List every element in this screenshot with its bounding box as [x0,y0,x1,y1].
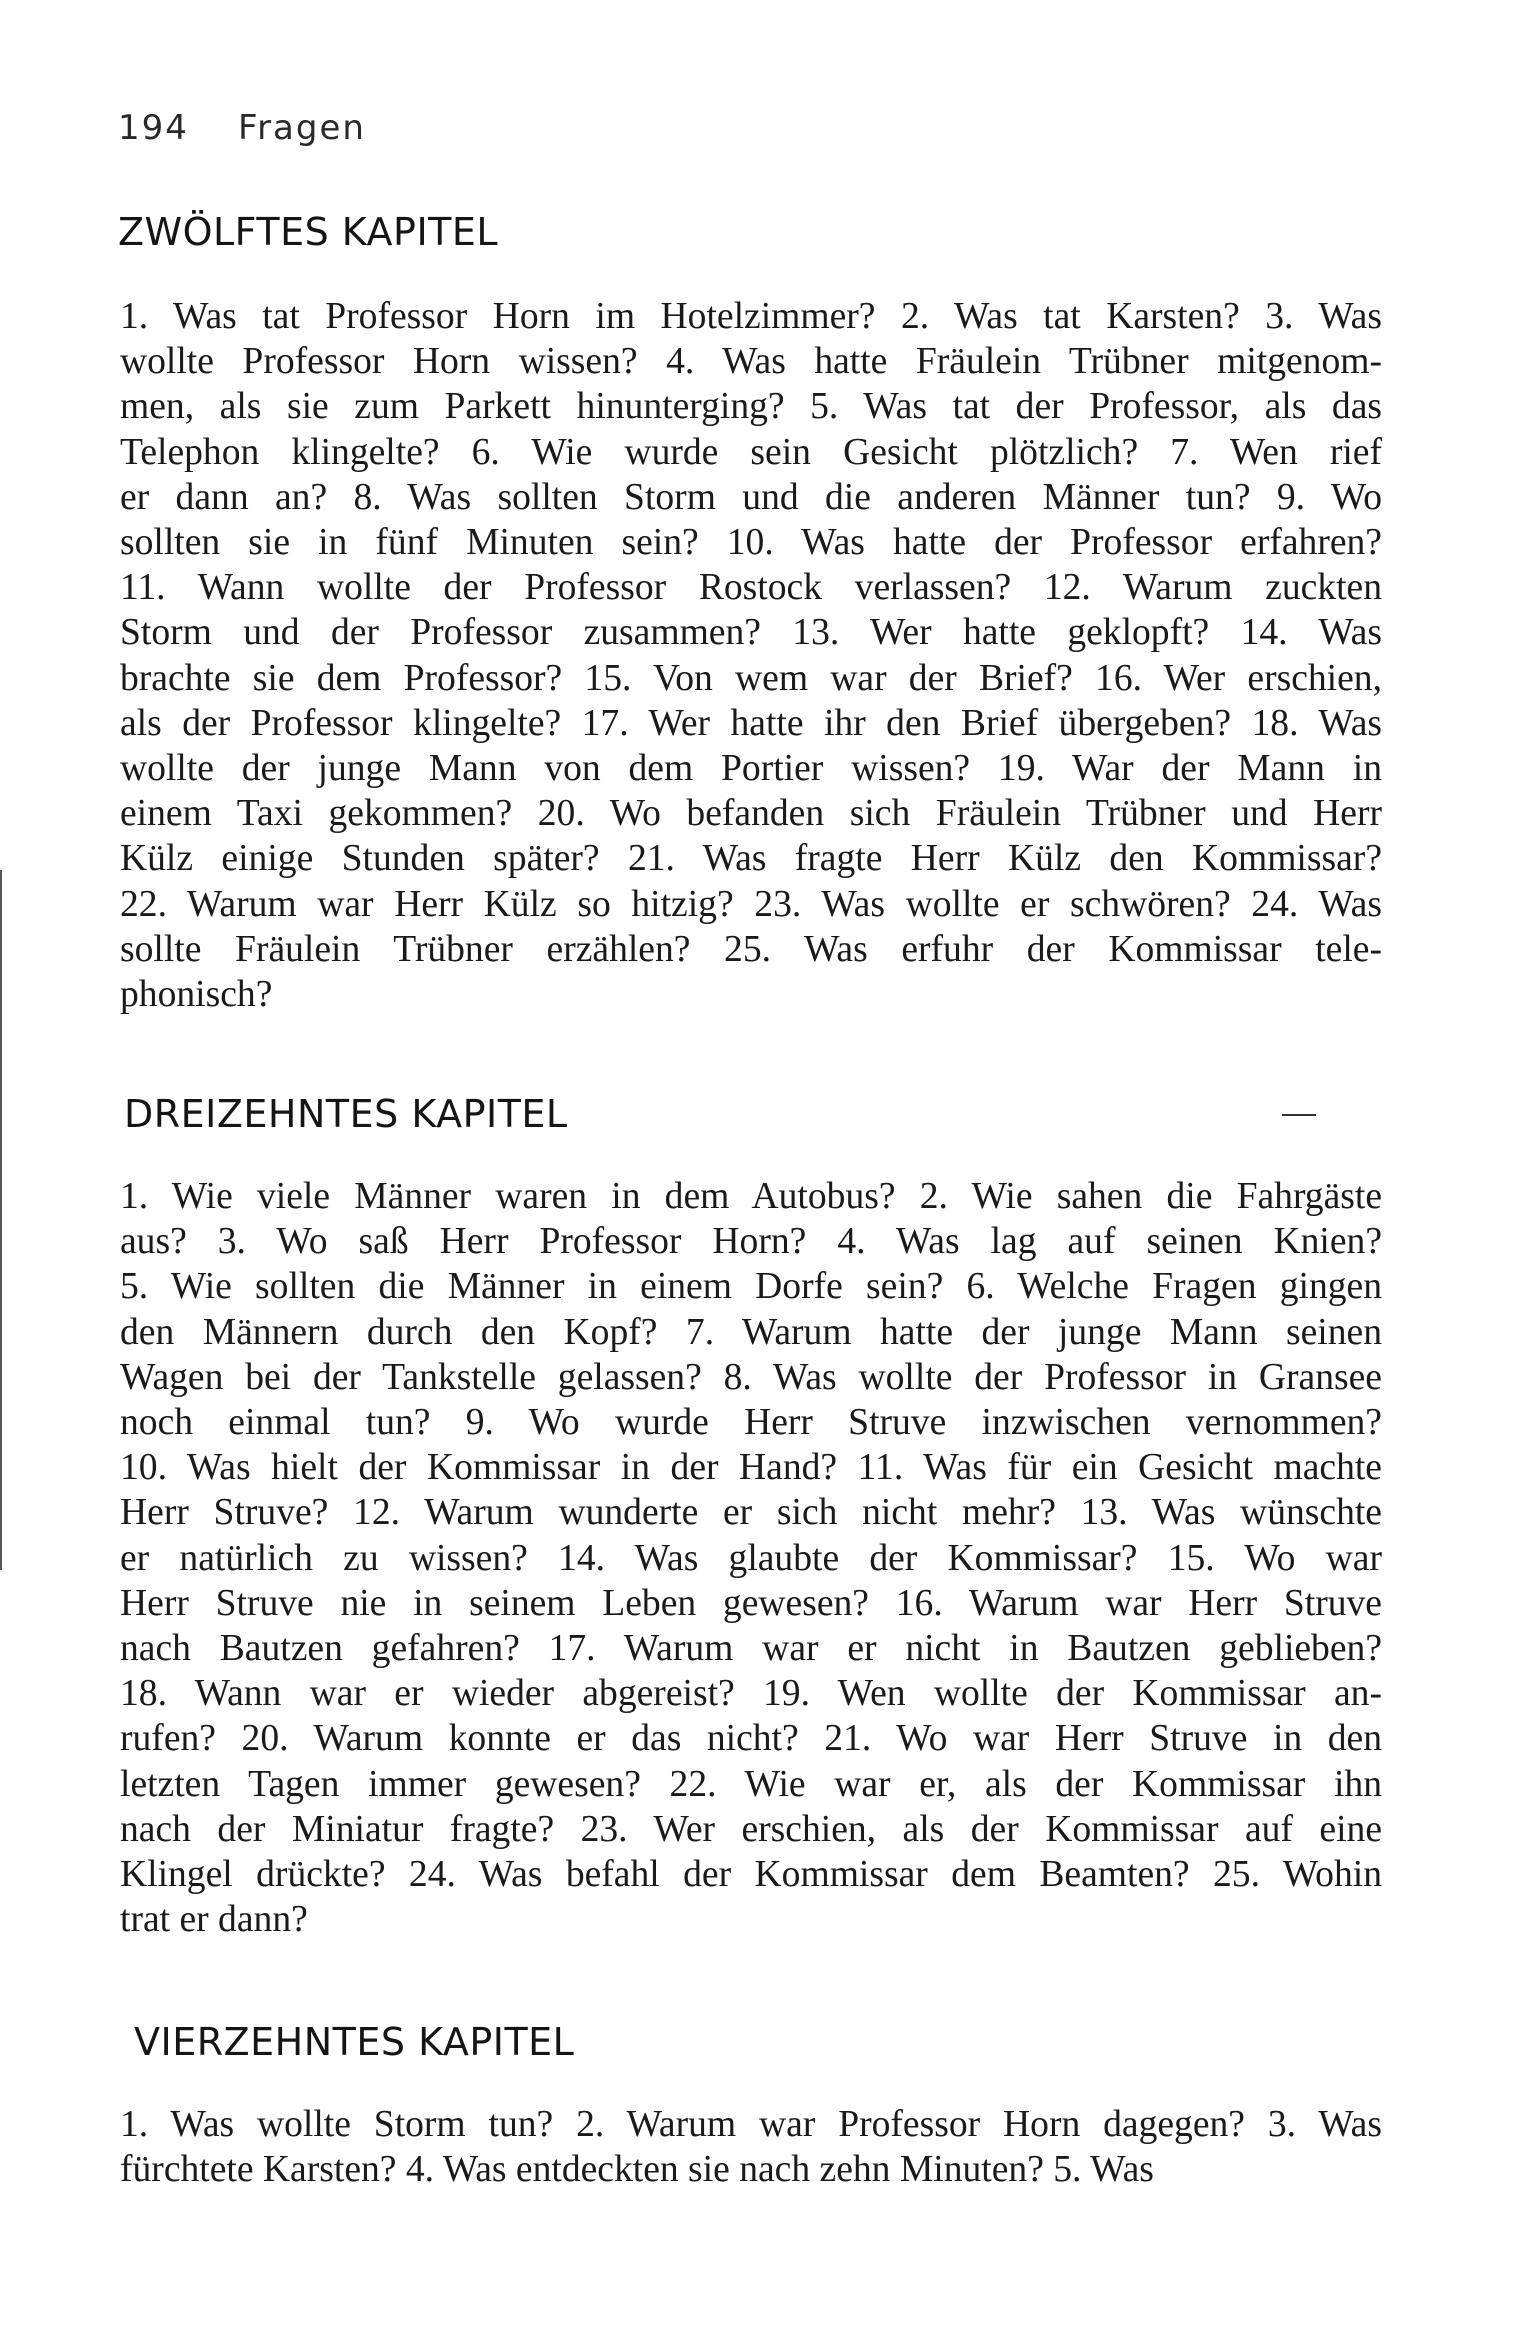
question-line: sollte Fräulein Trübner erzählen? 25. Was erfuhr der Kommissar tele- [120,928,1382,970]
question-line: wollte Professor Horn wissen? 4. Was hatte Fräulein Trübner mitgenom- [120,341,1382,383]
question-line: Herr Struve nie in seinem Leben gewesen? 16. Warum war Herr Struve [120,1582,1382,1624]
question-line: 10. Was hielt der Kommissar in der Hand? 11. Was für ein Gesicht machte [120,1447,1382,1489]
question-line: 18. Wann war er wieder abgereist? 19. Wen wollte der Kommissar an- [120,1673,1382,1715]
question-line: 22. Warum war Herr Külz so hitzig? 23. Was wollte er schwören? 24. Was [120,883,1382,925]
question-line: trat er dann? [120,1899,308,1941]
stray-mark [1282,1114,1316,1116]
question-line: Klingel drückte? 24. Was befahl der Kommissar dem Beamten? 25. Wohin [120,1854,1382,1896]
question-line: nach Bautzen gefahren? 17. Warum war er nicht in Bautzen geblieben? [120,1628,1382,1670]
question-line: Storm und der Professor zusammen? 13. Wer hatte geklopft? 14. Was [120,612,1382,654]
question-line: phonisch? [120,974,273,1016]
question-line: als der Professor klingelte? 17. Wer hatte ihr den Brief übergeben? 18. Was [120,702,1382,744]
chapter-title-13: DREIZEHNTES KAPITEL [124,1092,568,1136]
running-title: Fragen [238,108,366,148]
question-line: men, als sie zum Parkett hinunterging? 5. Was tat der Professor, als das [120,386,1382,428]
question-line: Wagen bei der Tankstelle gelassen? 8. Was wollte der Professor in Gransee [120,1356,1382,1398]
question-line: er dann an? 8. Was sollten Storm und die anderen Männer tun? 9. Wo [120,476,1382,518]
question-line: brachte sie dem Professor? 15. Von wem war der Brief? 16. Wer erschien, [120,657,1382,699]
question-line: Telephon klingelte? 6. Wie wurde sein Gesicht plötzlich? 7. Wen rief [120,431,1382,473]
question-line: den Männern durch den Kopf? 7. Warum hatte der junge Mann seinen [120,1311,1382,1353]
chapter-12-questions [120,294,1382,1017]
question-line: 11. Wann wollte der Professor Rostock verlassen? 12. Warum zuckten [120,567,1382,609]
question-line: fürchtete Karsten? 4. Was entdeckten sie nach zehn Minuten? 5. Was [120,2149,1154,2191]
question-line: 1. Was tat Professor Horn im Hotelzimmer? 2. Was tat Karsten? 3. Was [120,296,1382,337]
scan-edge [0,870,2,1570]
question-line: rufen? 20. Warum konnte er das nicht? 21. Wo war Herr Struve in den [120,1718,1382,1760]
chapter-title-14: VIERZEHNTES KAPITEL [134,2020,575,2064]
question-line: nach der Miniatur fragte? 23. Wer erschien, als der Kommissar auf eine [120,1808,1382,1850]
running-head [118,108,366,148]
chapter-14-questions [120,2102,1382,2192]
question-line: wollte der junge Mann von dem Portier wissen? 19. War der Mann in [120,748,1382,790]
chapter-13-questions [120,1174,1382,1942]
question-line: Külz einige Stunden später? 21. Was fragte Herr Külz den Kommissar? [120,838,1382,880]
question-line: 5. Wie sollten die Männer in einem Dorfe sein? 6. Welche Fragen gingen [120,1266,1382,1308]
question-line: 1. Was wollte Storm tun? 2. Warum war Professor Horn dagegen? 3. Was [120,2104,1382,2145]
question-line: aus? 3. Wo saß Herr Professor Horn? 4. Was lag auf seinen Knien? [120,1221,1382,1263]
question-line: sollten sie in fünf Minuten sein? 10. Was hatte der Professor erfahren? [120,522,1382,564]
question-line: Herr Struve? 12. Warum wunderte er sich nicht mehr? 13. Was wünschte [120,1492,1382,1534]
question-line: noch einmal tun? 9. Wo wurde Herr Struve inzwischen vernommen? [120,1402,1382,1444]
question-line: 1. Wie viele Männer waren in dem Autobus? 2. Wie sahen die Fahrgäste [120,1176,1382,1217]
page-number: 194 [118,108,189,148]
question-line: letzten Tagen immer gewesen? 22. Wie war er, als der Kommissar ihn [120,1763,1382,1805]
question-line: er natürlich zu wissen? 14. Was glaubte der Kommissar? 15. Wo war [120,1537,1382,1579]
question-line: einem Taxi gekommen? 20. Wo befanden sich Fräulein Trübner und Herr [120,793,1382,835]
chapter-title-12: ZWÖLFTES KAPITEL [118,210,499,254]
